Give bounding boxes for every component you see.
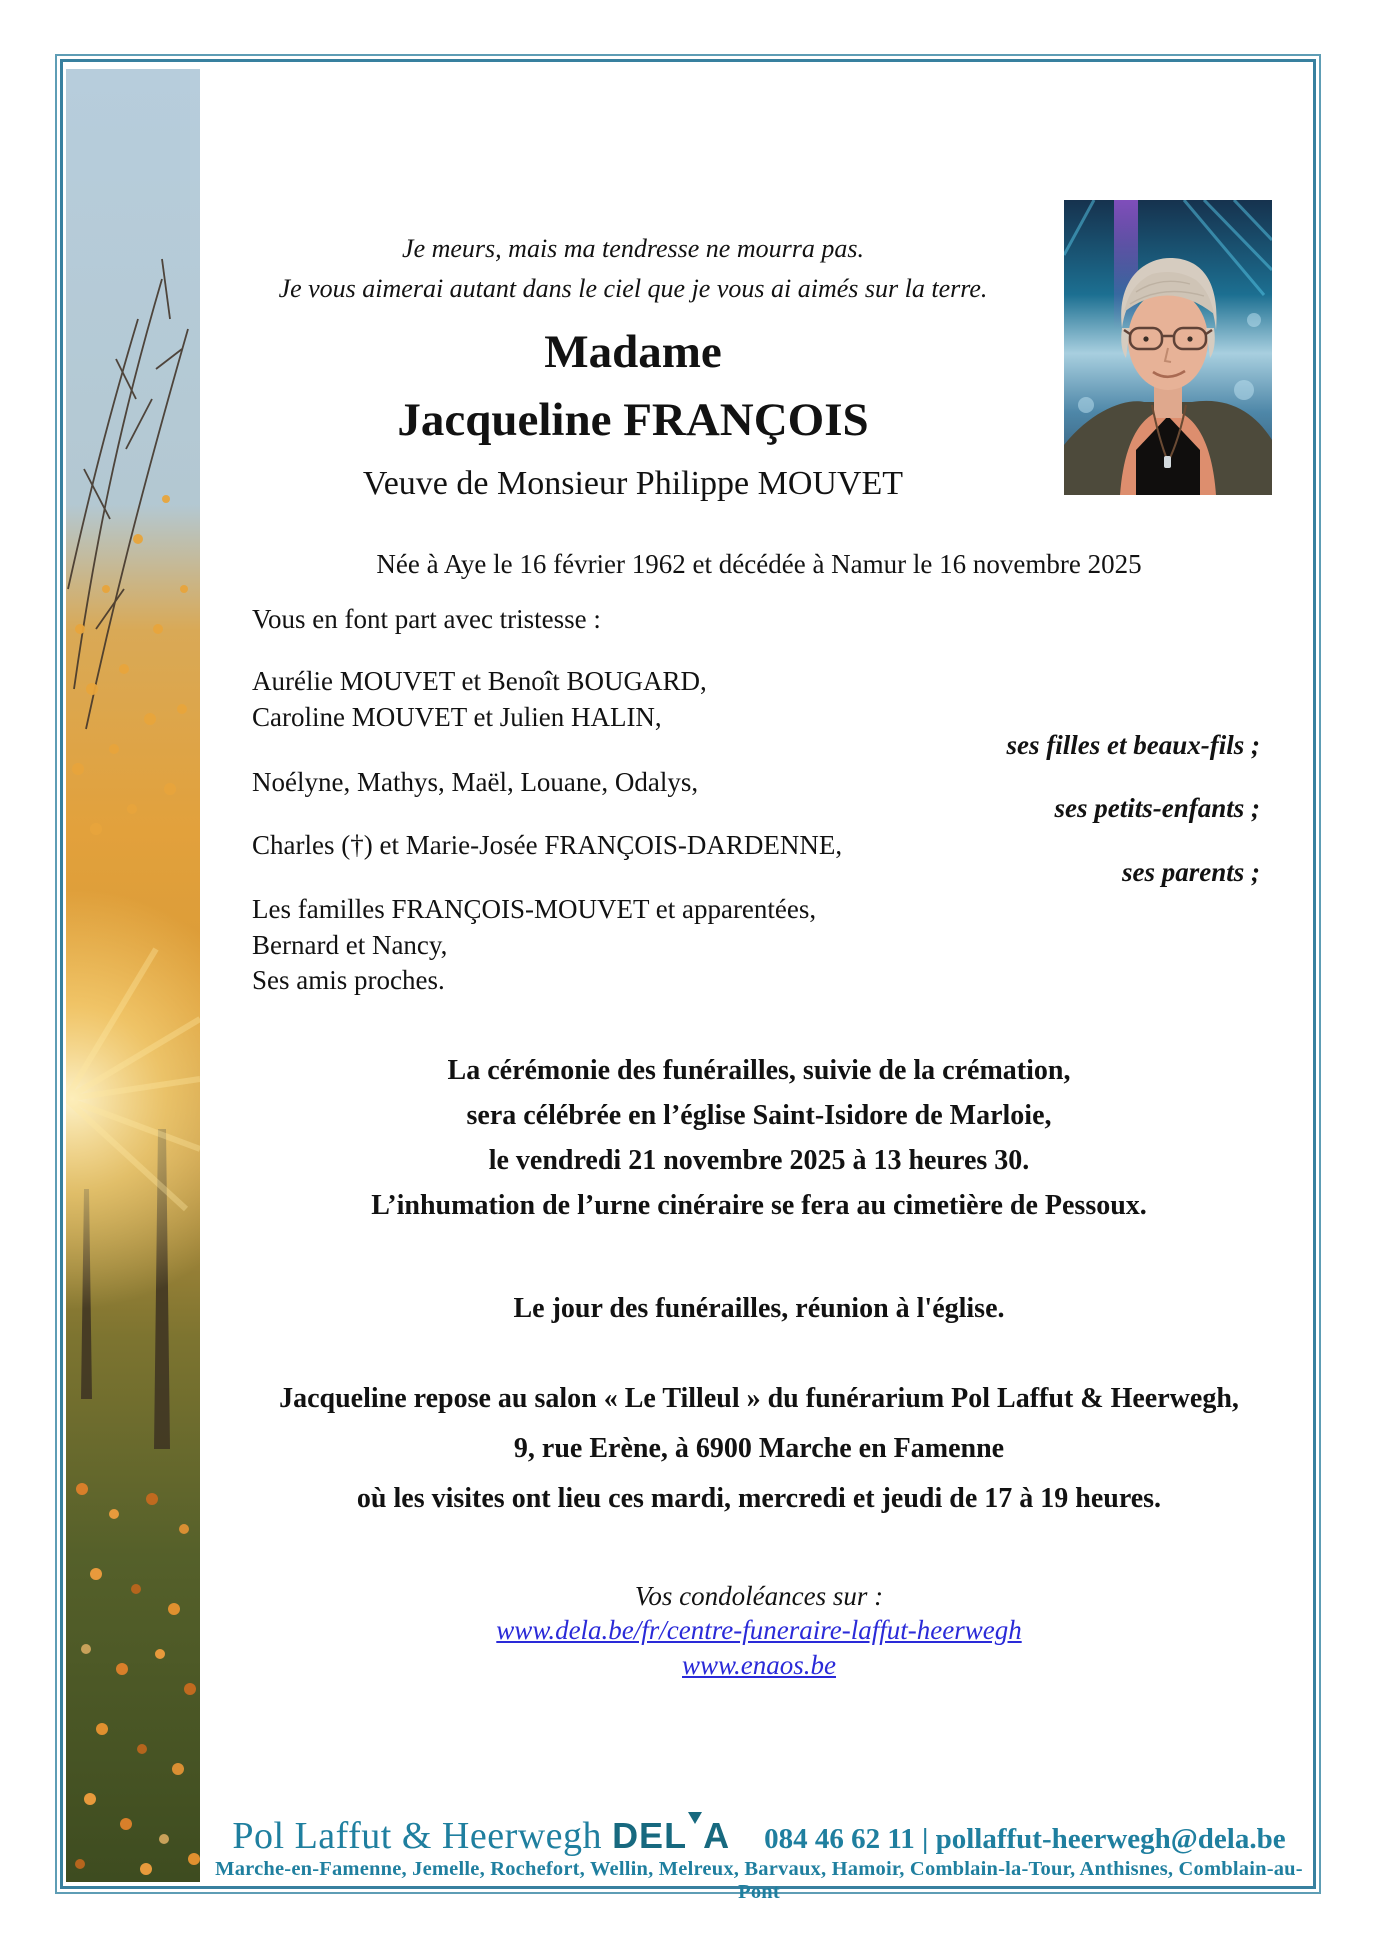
family-line-friends: Ses amis proches. [252,965,445,995]
dela-triangle-icon [688,1812,702,1824]
reunion-line: Le jour des funérailles, réunion à l'église. [513,1293,1005,1324]
family-line-grandchildren: Noélyne, Mathys, Maël, Louane, Odalys, [252,767,699,797]
condolences-link2-row [200,1650,1318,1681]
portrait-photo [1064,200,1272,495]
condolences-link-dela[interactable]: www.dela.be/fr/centre-funeraire-laffut-heerwegh [496,1615,1022,1645]
condolences-link1-row [200,1615,1318,1646]
funeral-home-name: Pol Laffut & Heerwegh [232,1815,603,1857]
title-madame: Madame [544,326,722,378]
repose-line3: où les visites ont lieu ces mardi, mercredi et jeudi de 17 à 19 heures. [356,1483,1162,1514]
memorial-quote [200,229,1066,309]
footer-towns: Marche-en-Famenne, Jemelle, Rochefort, Wellin, Melreux, Barvaux, Hamoir, Comblain-la-Tour, Anthisnes, Comblain-au-Pont [215,1858,1303,1903]
memorial-quote-line2: Je vous aimerai autant dans le ciel que je vous ai aimés sur la terre. [278,274,988,303]
widow-subtitle: Veuve de Monsieur Philippe MOUVET [362,465,904,502]
ceremony-line4: L’inhumation de l’urne cinéraire se fera au cimetière de Pessoux. [371,1190,1147,1221]
condolences-label: Vos condoléances sur : [634,1581,884,1611]
footer-phone-email: 084 46 62 11 | pollaffut-heerwegh@dela.be [764,1823,1286,1855]
family-line-families: Les familles FRANÇOIS-MOUVET et apparentées, [252,894,817,924]
dela-logo-prefix: DEL [612,1815,688,1856]
family-line-parents: Charles (†) et Marie-Josée FRANÇOIS-DARDENNE, [252,830,843,860]
relation-daughters: ses filles et beaux-fils ; [1006,730,1260,760]
relation-parents: ses parents ; [1121,857,1260,887]
footer-brand-row [200,1812,1318,1858]
ceremony-line1: La cérémonie des funérailles, suivie de la crémation, [447,1055,1071,1086]
autumn-photo-strip [66,69,200,1882]
deceased-name: Jacqueline FRANÇOIS [397,394,869,446]
repose-line2: 9, rue Erène, à 6900 Marche en Famenne [513,1433,1005,1464]
condolences-link-enaos[interactable]: www.enaos.be [682,1650,836,1680]
dela-logo-suffix: A [703,1815,731,1856]
family-line-daughter2: Caroline MOUVET et Julien HALIN, [252,702,662,732]
ceremony-line3: le vendredi 21 novembre 2025 à 13 heures 30. [488,1145,1030,1176]
repose-line1: Jacqueline repose au salon « Le Tilleul » du funérarium Pol Laffut & Heerwegh, [279,1383,1239,1414]
ceremony-line2: sera célébrée en l’église Saint-Isidore de Marloie, [466,1100,1052,1131]
dela-logo [612,1815,730,1856]
life-dates: Née à Aye le 16 février 1962 et décédée à Namur le 16 novembre 2025 [376,549,1142,579]
memorial-quote-line1: Je meurs, mais ma tendresse ne mourra pas. [402,234,864,263]
family-line-bernard-nancy: Bernard et Nancy, [252,930,448,960]
relation-grandchildren: ses petits-enfants ; [1054,793,1260,823]
announcement-intro: Vous en font part avec tristesse : [252,604,601,634]
family-line-daughter1: Aurélie MOUVET et Benoît BOUGARD, [252,666,707,696]
